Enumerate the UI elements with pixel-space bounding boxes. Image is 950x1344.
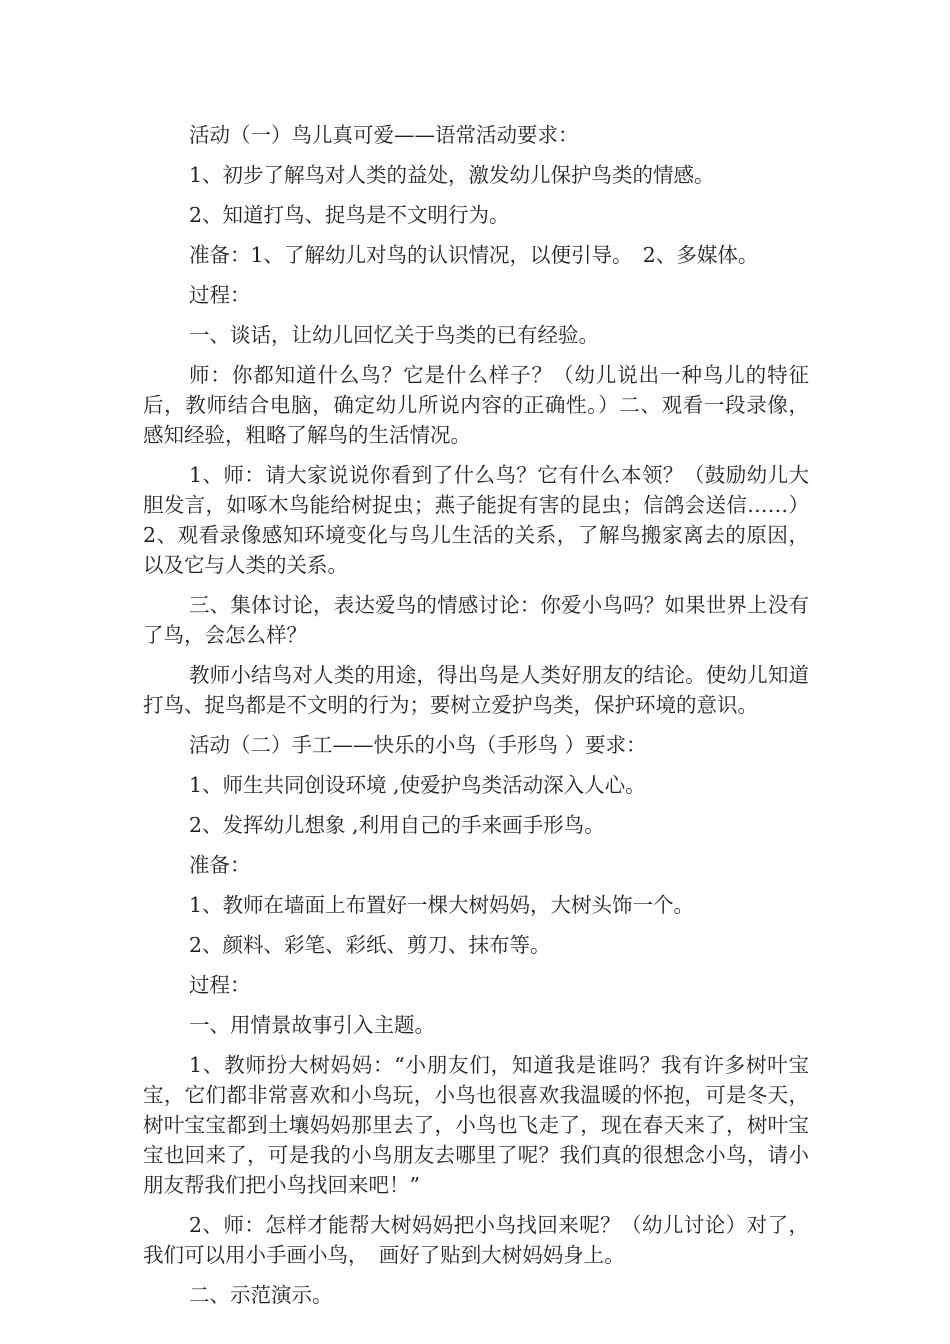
group-discussion-paragraph: 三、集体讨论，表达爱鸟的情感讨论：你爱小鸟吗？如果世界上没有了鸟，会怎么样？ <box>143 593 809 647</box>
activity-two-requirement-1: 1、师生共同创设环境 ,使爱护鸟类活动深入人心。 <box>189 773 646 797</box>
teacher-question-paragraph: 师：你都知道什么鸟？它是什么样子？（幼儿说出一种鸟儿的特征后，教师结合电脑，确定幼儿所说内容的正确性。）二、观看一段录像，感知经验，粗略了解鸟的生活情况。 <box>143 363 809 447</box>
preparation: 准备：1、了解幼儿对鸟的认识情况，以便引导。 2、多媒体。 <box>189 243 759 267</box>
activity-two-preparation-2: 2、颜料、彩笔、彩纸、剪刀、抹布等。 <box>189 933 551 957</box>
story-introduction: 一、用情景故事引入主题。 <box>189 1013 435 1037</box>
video-discussion-paragraph: 1、师：请大家说说你看到了什么鸟？它有什么本领？（鼓励幼儿大胆发言，如啄木鸟能给树捉虫；燕子能捉有害的昆虫；信鸽会送信……）2、观看录像感知环境变化与鸟儿生活的关系，了解鸟搬家离去的原因，以及它与人类的关系。 <box>143 463 809 577</box>
process-label: 过程： <box>189 283 251 307</box>
activity-two-heading: 活动（二）手工——快乐的小鸟（手形鸟 ）要求： <box>189 733 647 757</box>
activity-two-preparation-label: 准备： <box>189 853 251 877</box>
demonstration-heading: 二、示范演示。 <box>189 1283 333 1307</box>
activity-two-requirement-2: 2、发挥幼儿想象 ,利用自己的手来画手形鸟。 <box>189 813 605 837</box>
document-body <box>143 120 809 1320</box>
requirement-1: 1、初步了解鸟对人类的益处，激发幼儿保护鸟类的情感。 <box>189 163 715 187</box>
requirement-2: 2、知道打鸟、捉鸟是不文明行为。 <box>189 203 510 227</box>
tree-mother-story-paragraph: 1、教师扮大树妈妈：“小朋友们，知道我是谁吗？我有许多树叶宝宝，它们都非常喜欢和小鸟玩，小鸟也很喜欢我温暖的怀抱，可是冬天，树叶宝宝都到土壤妈妈那里去了，小鸟也飞走了，现在春天来了，树叶宝宝也回来了，可是我的小鸟朋友去哪里了呢？我们真的很想念小鸟，请小朋友帮我们把小鸟找回来吧！” <box>143 1053 809 1197</box>
activity-one-heading: 活动（一）鸟儿真可爱——语常活动要求： <box>189 123 579 147</box>
activity-two-process-label: 过程： <box>189 973 251 997</box>
teacher-question-two-paragraph: 2、师：怎样才能帮大树妈妈把小鸟找回来呢？（幼儿讨论）对了，我们可以用小手画小鸟， 画好了贴到大树妈妈身上。 <box>143 1213 809 1267</box>
step-talk: 一、谈话，让幼儿回忆关于鸟类的已有经验。 <box>189 323 599 347</box>
activity-two-preparation-1: 1、教师在墙面上布置好一棵大树妈妈，大树头饰一个。 <box>189 893 695 917</box>
teacher-summary-paragraph: 教师小结鸟对人类的用途，得出鸟是人类好朋友的结论。使幼儿知道打鸟、捉鸟都是不文明的行为；要树立爱护鸟类，保护环境的意识。 <box>143 663 809 717</box>
